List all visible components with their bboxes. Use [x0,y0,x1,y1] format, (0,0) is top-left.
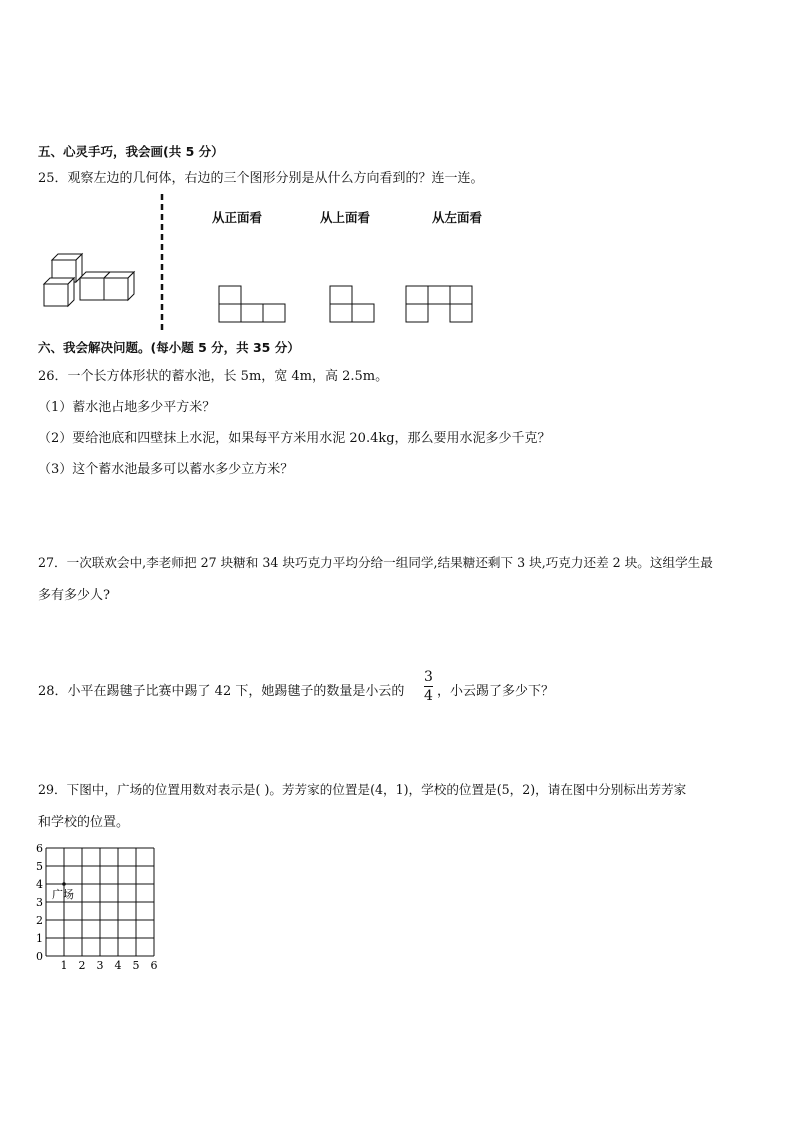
fraction-denominator: 4 [424,688,433,704]
y-tick-label: 1 [36,932,43,945]
x-tick-label: 5 [132,959,140,972]
fraction-three-quarters [424,670,433,703]
plaza-label: 广场 [52,888,74,901]
question-26-part-1: （1）蓄水池占地多少平方米？ [38,400,216,415]
x-tick-label: 4 [114,959,122,972]
view-label-left: 从左面看 [432,210,483,225]
coordinate-grid [32,842,162,972]
x-tick-label: 2 [78,959,86,972]
question-26-part-3: （3）这个蓄水池最多可以蓄水多少立方米？ [38,462,294,477]
y-tick-label: 3 [36,896,43,909]
x-tick-label: 3 [96,959,104,972]
question-27-line-1: 27．一次联欢会中,李老师把 27 块糖和 34 块巧克力平均分给一组同学,结果糖还剩下 3 块,巧克力还差 2 块。这组学生最 [38,555,713,570]
cube-solid-figure [42,250,142,310]
question-26-text: 26．一个长方体形状的蓄水池，长 5m，宽 4m，高 2.5m。 [38,369,389,384]
question-27-line-2: 多有多少人? [38,588,110,603]
section5-heading: 五、心灵手巧，我会画(共 5 分） [38,144,224,159]
view-label-top: 从上面看 [320,210,371,225]
question-29-line-2: 和学校的位置。 [38,815,130,830]
y-tick-label: 0 [36,950,43,963]
x-tick-label: 6 [150,959,158,972]
view-figure-3 [406,286,476,326]
section6-heading: 六、我会解决问题。(每小题 5 分，共 35 分） [38,340,300,355]
x-tick-label: 1 [60,959,68,972]
y-tick-label: 2 [36,914,43,927]
question-28-text [38,680,404,699]
question-29-line-1: 29．下图中，广场的位置用数对表示是( )。芳芳家的位置是(4，1)，学校的位置是(5，2)，请在图中分别标出芳芳家 [38,782,687,797]
view-figure-1 [219,286,289,326]
view-figure-2 [330,286,380,326]
fraction-bar [424,686,433,687]
y-tick-label: 5 [36,860,43,873]
question-25-text: 25．观察左边的几何体，右边的三个图形分别是从什么方向看到的？连一连。 [38,171,484,186]
fraction-numerator: 3 [424,669,433,685]
question-28-before: 28．小平在踢毽子比赛中踢了 42 下，她踢毽子的数量是小云的 [38,684,405,699]
view-label-front: 从正面看 [212,210,263,225]
question-26-part-2: （2）要给池底和四壁抹上水泥，如果每平方米用水泥 20.4kg，那么要用水泥多少千克？ [38,431,551,446]
y-tick-label: 6 [36,842,43,855]
plaza-point [62,882,66,886]
y-tick-label: 4 [36,878,43,891]
dashed-divider [160,194,164,334]
question-28-after: ，小云踢了多少下？ [437,684,555,699]
